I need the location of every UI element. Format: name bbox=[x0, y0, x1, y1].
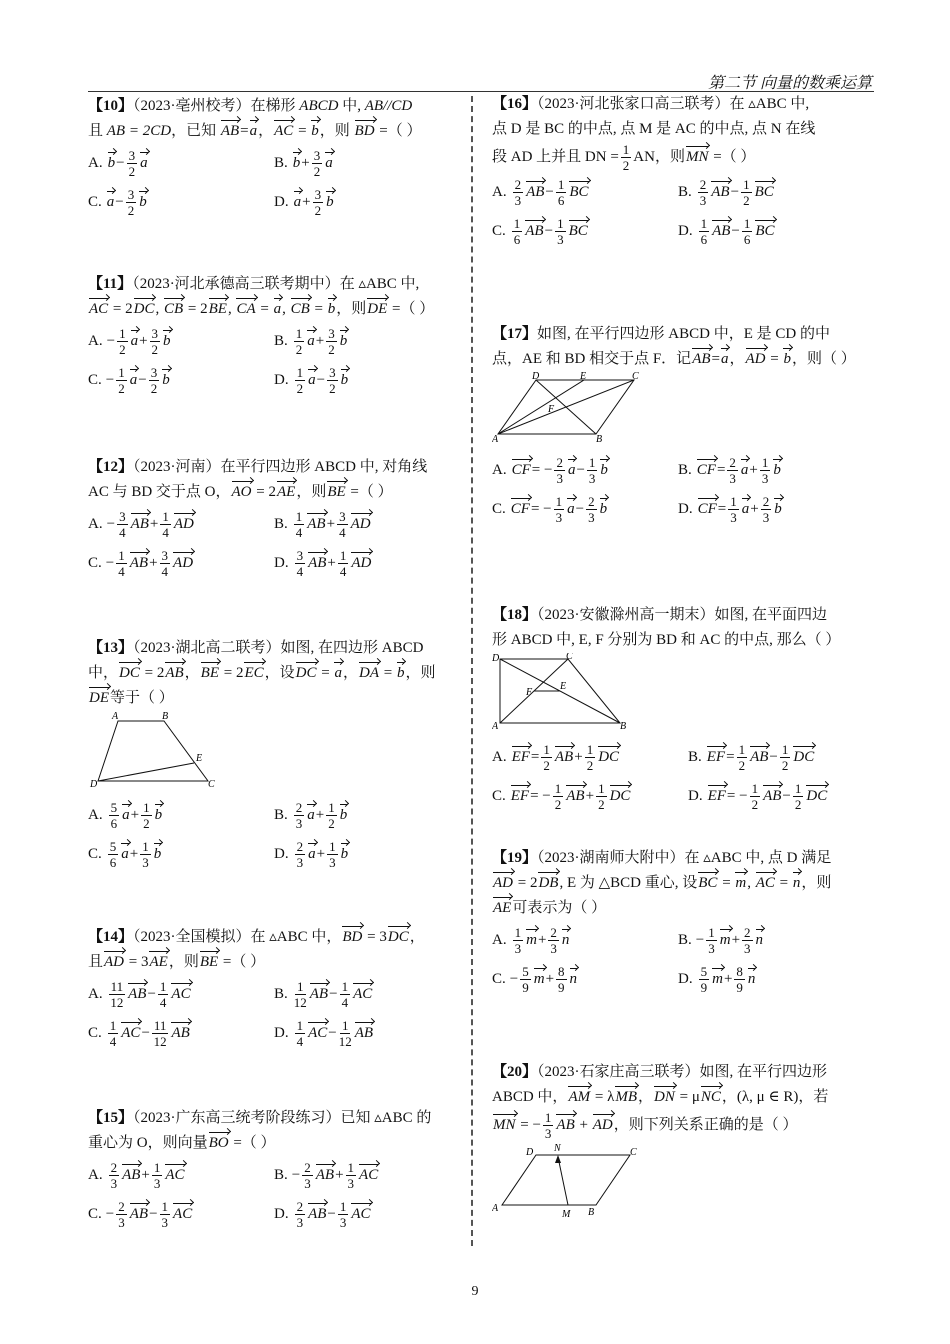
q-tag: 【15】 bbox=[88, 1110, 134, 1126]
option-d[interactable]: D. 2 3 a + 1 3 b bbox=[274, 839, 349, 870]
q-source: （2023·广东高三统考阶段练习） bbox=[133, 1110, 341, 1126]
stem-text: 如图, 在四边形 ABCD bbox=[280, 640, 424, 656]
q-source: （2023·湖南师大附中） bbox=[537, 850, 685, 866]
svg-text:D: D bbox=[526, 1147, 534, 1158]
question-15: 【15】（2023·广东高三统考阶段练习）已知 ▵ABC 的 重心为 O，则向量BO =（ ） A. 2 3 AB + 1 3 AC B. − 2 3 AB + 1 3 AC C. − 2 3 AB − 1 3 AC D. 2 3 AB − 1 3 AC bbox=[88, 1106, 464, 1230]
svg-text:A: A bbox=[492, 1203, 499, 1214]
stem-text: ，(λ, μ ∈ R)，若 bbox=[721, 1089, 829, 1105]
svg-text:E: E bbox=[196, 753, 203, 764]
svg-text:D: D bbox=[532, 372, 540, 382]
question-12: 【12】（2023·河南）在平行四边形 ABCD 中, 对角线 AC 与 BD 交于点 O，AO = 2AE，则BE =（ ） A. − 3 4 AB + 1 4 AD B. 1 4 AB + 3 4 AD C. − 1 4 AB + 3 4 AD D. 3 4 AB + 1 4 AD bbox=[88, 455, 464, 579]
svg-text:B: B bbox=[162, 711, 169, 722]
q-tag: 【10】 bbox=[88, 98, 134, 114]
section-header: 第二节 向量的数乘运算 bbox=[707, 75, 872, 92]
option-c[interactable]: C. 1 4 AC − 11 12 AB bbox=[88, 1018, 190, 1049]
q-tag: 【20】 bbox=[492, 1064, 538, 1080]
stem-text: 中， bbox=[88, 665, 119, 681]
stem-text: AC 与 BD 交于点 O， bbox=[88, 484, 231, 500]
q-tag: 【18】 bbox=[492, 607, 538, 623]
q-tag: 【19】 bbox=[492, 850, 538, 866]
svg-text:C: C bbox=[630, 1147, 637, 1158]
option-b[interactable]: B. 1 4 AB + 3 4 AD bbox=[274, 509, 371, 540]
q-source: （2023·河北张家口高三联考） bbox=[537, 96, 730, 112]
question-19: 【19】（2023·湖南师大附中）在 ▵ABC 中, 点 D 满足 AD = 2DB, E 为 △BCD 重心, 设BC = m, AC = n，则 AE可表示为（ ） A. 1 3 m + 2 3 n B. − 1 3 m + 2 3 n C. − 5 9 m + 8 9 n D. 5 9 m + 8 9 n bbox=[492, 846, 868, 995]
option-a[interactable]: A. 11 12 AB − 1 4 AC bbox=[88, 979, 191, 1010]
q-source: （2023·石家庄高三联考） bbox=[537, 1064, 700, 1080]
question-17: 【17】如图, 在平行四边形 ABCD 中，E 是 CD 的中 点，AE 和 BD 相交于点 F．记AB=a，AD = b，则（ ） A B C D E F A. CF = − 2 3 a − 1 3 b B. CF = 2 3 a + 1 3 b C. CF = − 1 3 a − 2 3 b D. CF = 1 3 a + 2 3 b bbox=[492, 322, 868, 525]
option-d[interactable]: D. 3 4 AB + 1 4 AD bbox=[274, 548, 372, 579]
stem-text: ，则 bbox=[405, 665, 436, 681]
q-source: （2023·河南） bbox=[133, 459, 221, 475]
svg-text:B: B bbox=[620, 721, 627, 729]
q-tag: 【11】 bbox=[88, 276, 133, 292]
q-source: （2023·湖北高二联考） bbox=[133, 640, 281, 656]
stem-text: ，则 bbox=[296, 484, 327, 500]
q-tag: 【12】 bbox=[88, 459, 134, 475]
stem-text: 中, bbox=[338, 98, 365, 114]
option-a[interactable]: A. − 3 4 AB + 1 4 AD bbox=[88, 509, 194, 540]
stem-text: ，则下列关系正确的是（ ） bbox=[613, 1116, 798, 1133]
option-c[interactable]: C. CF = − 1 3 a − 2 3 b bbox=[492, 494, 608, 525]
stem-text: ，则 bbox=[168, 954, 199, 970]
q-source: （2023·全国模拟） bbox=[133, 929, 251, 945]
question-18 bbox=[492, 603, 872, 812]
option-c[interactable]: C. 5 6 a + 1 3 b bbox=[88, 839, 162, 870]
option-a[interactable]: A. 1 3 m + 2 3 n bbox=[492, 925, 570, 956]
q-tag: 【14】 bbox=[88, 929, 134, 945]
option-b[interactable]: B. CF = 2 3 a + 1 3 b bbox=[678, 455, 781, 486]
stem-text: ，则 bbox=[336, 301, 367, 317]
option-b[interactable]: B. − 2 3 AB + 1 3 AC bbox=[274, 1160, 379, 1191]
svg-text:E: E bbox=[560, 681, 567, 692]
stem-text: 在 ▵ABC 中, bbox=[729, 96, 810, 112]
stem-text: =（ ） bbox=[219, 954, 266, 970]
svg-text:N: N bbox=[554, 1143, 561, 1154]
option-c[interactable]: C. − 5 9 m + 8 9 n bbox=[492, 964, 578, 995]
stem-text: 在 ▵ABC 中, bbox=[339, 276, 420, 292]
svg-text:C: C bbox=[566, 653, 573, 662]
stem-text: ABCD 中， bbox=[492, 1089, 568, 1105]
option-b[interactable]: B. EF = 1 2 AB − 1 2 DC bbox=[688, 742, 815, 773]
option-c[interactable]: C. − 1 2 a − 3 2 b bbox=[88, 365, 170, 396]
option-d[interactable]: D. 1 6 AB − 1 6 BC bbox=[678, 216, 775, 247]
option-d[interactable]: D. EF = − 1 2 AB − 1 2 DC bbox=[688, 781, 828, 812]
stem-text: 如图, 在平面四边 bbox=[714, 607, 828, 623]
q-source: （2023·安徽滁州高一期末） bbox=[537, 607, 715, 623]
stem-text: 形 ABCD 中, E, F 分别为 BD 和 AC 的中点, 那么（ ） bbox=[492, 632, 841, 648]
stem-text: 在 ▵ABC 中, 点 D 满足 bbox=[684, 850, 832, 866]
parallelogram-figure bbox=[492, 372, 642, 442]
stem-text: 在梯形 bbox=[250, 98, 300, 114]
option-d[interactable]: D. 1 4 AC − 1 12 AB bbox=[274, 1018, 374, 1049]
option-c[interactable]: C. 1 6 AB − 1 3 BC bbox=[492, 216, 588, 247]
stem-text: 重心为 O，则向量 bbox=[88, 1135, 208, 1151]
stem-text: AN，则 bbox=[633, 148, 685, 165]
stem-text: AB//CD bbox=[364, 98, 413, 114]
stem-text: =（ ） bbox=[346, 484, 393, 500]
question-13: 【13】（2023·湖北高二联考）如图, 在四边形 ABCD 中，DC = 2AB，BE = 2EC，设DC = a，DA = b，则 DE等于（ ） A B E D C A. 5 6 a + 1 2 b B. 2 3 a + 1 2 b C. 5 6 a + 1 3 b D. 2 3 a + 1 3 b bbox=[88, 636, 464, 870]
svg-text:C: C bbox=[208, 779, 215, 787]
svg-text:B: B bbox=[588, 1207, 595, 1217]
stem-text: 且 bbox=[88, 123, 107, 139]
svg-text:A: A bbox=[492, 434, 499, 442]
svg-text:A: A bbox=[492, 721, 499, 729]
q-tag: 【13】 bbox=[88, 640, 134, 656]
stem-text: 点 D 是 BC 的中点, 点 M 是 AC 的中点, 点 N 在线 bbox=[492, 121, 816, 137]
question-11: 【11】（2023·河北承德高三联考期中）在 ▵ABC 中, AC = 2DC, CB = 2BE, CA = a, CB = b，则DE =（ ） A. − 1 2 a + 3 2 b B. 1 2 a + 3 2 b C. − 1 2 a − 3 2 b D. 1 2 a − 3 2 b bbox=[88, 272, 464, 396]
svg-text:A: A bbox=[112, 711, 119, 722]
svg-text:F: F bbox=[526, 687, 533, 698]
option-c[interactable]: C. − 1 4 AB + 3 4 AD bbox=[88, 548, 194, 579]
stem-text: =（ ） bbox=[375, 123, 422, 139]
option-c[interactable]: C. EF = − 1 2 AB + 1 2 DC bbox=[492, 781, 631, 812]
q-source: （2023·亳州校考） bbox=[133, 98, 251, 114]
stem-text: 如图, 在平行四边形 ABCD 中，E 是 CD 的中 bbox=[537, 326, 830, 342]
option-b[interactable]: B. 2 3 AB − 1 2 BC bbox=[678, 177, 774, 208]
svg-text:B: B bbox=[596, 434, 603, 442]
parallelogram-mn-figure bbox=[492, 1141, 642, 1217]
svg-text:D: D bbox=[492, 653, 500, 664]
option-a[interactable]: A. 2 3 AB + 1 3 AC bbox=[88, 1160, 185, 1191]
q-source: （2023·河北承德高三联考期中） bbox=[132, 276, 340, 292]
stem-text: , E 为 △BCD 重心, 设 bbox=[559, 875, 698, 891]
stem-text: ，已知 bbox=[171, 123, 220, 139]
question-14: 【14】（2023·全国模拟）在 ▵ABC 中，BD = 3DC， 且AD = 3AE，则BE =（ ） A. 11 12 AB − 1 4 AC B. 1 12 AB − 1 4 AC C. 1 4 AC − 11 12 AB D. 1 4 AC − 1 12 AB bbox=[88, 925, 464, 1049]
option-a[interactable]: A. 2 3 AB − 1 6 BC bbox=[492, 177, 589, 208]
option-b[interactable]: B. 1 12 AB − 1 4 AC bbox=[274, 979, 373, 1010]
stem-text: 且 bbox=[88, 954, 104, 970]
svg-text:D: D bbox=[90, 779, 98, 787]
option-b[interactable]: B. b + 3 2 a bbox=[274, 148, 333, 179]
stem-text: ，则（ ） bbox=[791, 351, 856, 367]
svg-text:C: C bbox=[632, 372, 639, 382]
option-c[interactable]: C. − 2 3 AB − 1 3 AC bbox=[88, 1199, 193, 1230]
option-b[interactable]: B. 1 2 a + 3 2 b bbox=[274, 326, 348, 357]
stem-text: =（ ） bbox=[388, 301, 435, 317]
option-d[interactable]: D. 5 9 m + 8 9 n bbox=[678, 964, 756, 995]
option-b[interactable]: B. 2 3 a + 1 2 b bbox=[274, 800, 348, 831]
stem-text: ，则 bbox=[319, 123, 354, 139]
trapezoid-figure bbox=[88, 711, 228, 787]
stem-text: 点，AE 和 BD 相交于点 F．记 bbox=[492, 351, 692, 367]
quadrilateral-figure bbox=[492, 653, 632, 729]
option-a[interactable]: A. CF = − 2 3 a − 1 3 b bbox=[492, 455, 608, 486]
q-tag: 【16】 bbox=[492, 96, 538, 112]
option-a[interactable]: A. b − 3 2 a bbox=[88, 148, 148, 179]
question-10: 【10】（2023·亳州校考）在梯形 ABCD 中, AB//CD 且 AB = 2CD，已知 AB=a，AC = b，则 BD =（ ） A. b − 3 2 a B. b + 3 2 a C. a − 3 2 b D. a + 3 2 b bbox=[88, 94, 464, 218]
svg-text:E: E bbox=[580, 372, 587, 382]
stem-text: 段 AD 上并且 DN = bbox=[492, 148, 619, 165]
stem-text: 可表示为（ ） bbox=[512, 900, 607, 916]
question-16: 【16】（2023·河北张家口高三联考）在 ▵ABC 中, 点 D 是 BC 的中点, 点 M 是 AC 的中点, 点 N 在线 段 AD 上并且 DN = $\frac{1}{2}$ AN，则MN =（ ） A. 2 3 AB − 1 6 BC B. 2 3 AB − 1 2 BC C. 1 6 AB − 1 3 BC D. 1 6 AB − 1 6 BC bbox=[492, 92, 868, 247]
option-a[interactable]: A. EF = 1 2 AB + 1 2 DC bbox=[492, 742, 620, 773]
stem-text: ，则 bbox=[801, 875, 832, 891]
option-a[interactable]: A. 5 6 a + 1 2 b bbox=[88, 800, 163, 831]
stem-text: 在 ▵ABC 中， bbox=[250, 929, 342, 945]
stem-text: =（ ） bbox=[709, 148, 756, 165]
option-c[interactable]: C. a − 3 2 b bbox=[88, 187, 147, 218]
stem-text: ，设 bbox=[264, 665, 295, 681]
page-number: 9 bbox=[471, 1284, 479, 1299]
svg-text:M: M bbox=[562, 1209, 571, 1217]
stem-text: 等于（ ） bbox=[110, 690, 174, 706]
option-d[interactable]: D. a + 3 2 b bbox=[274, 187, 334, 218]
stem-text: ABCD bbox=[299, 98, 339, 114]
option-d[interactable]: D. 2 3 AB − 1 3 AC bbox=[274, 1199, 371, 1230]
question-20: 【20】（2023·石家庄高三联考）如图, 在平行四边形 ABCD 中，AM = λMB，DN = μNC，(λ, μ ∈ R)，若 MN = − $\frac{1}{3}$ AB + AD，则下列关系正确的是（ ） A B C D N M bbox=[492, 1060, 868, 1226]
stem-text: =（ ） bbox=[229, 1135, 276, 1151]
svg-text:F: F bbox=[548, 404, 555, 415]
stem-text: 如图, 在平行四边形 bbox=[699, 1064, 828, 1080]
stem-text: 在平行四边形 ABCD 中, 对角线 bbox=[220, 459, 428, 475]
stem-text: 已知 ▵ABC 的 bbox=[340, 1110, 432, 1126]
q-tag: 【17】 bbox=[492, 326, 538, 342]
option-b[interactable]: B. − 1 3 m + 2 3 n bbox=[678, 925, 764, 956]
column-divider bbox=[471, 96, 473, 1246]
option-d[interactable]: D. CF = 1 3 a + 2 3 b bbox=[678, 494, 782, 525]
option-a[interactable]: A. − 1 2 a + 3 2 b bbox=[88, 326, 171, 357]
option-d[interactable]: D. 1 2 a − 3 2 b bbox=[274, 365, 349, 396]
stem-text: AB = 2CD bbox=[106, 123, 172, 139]
